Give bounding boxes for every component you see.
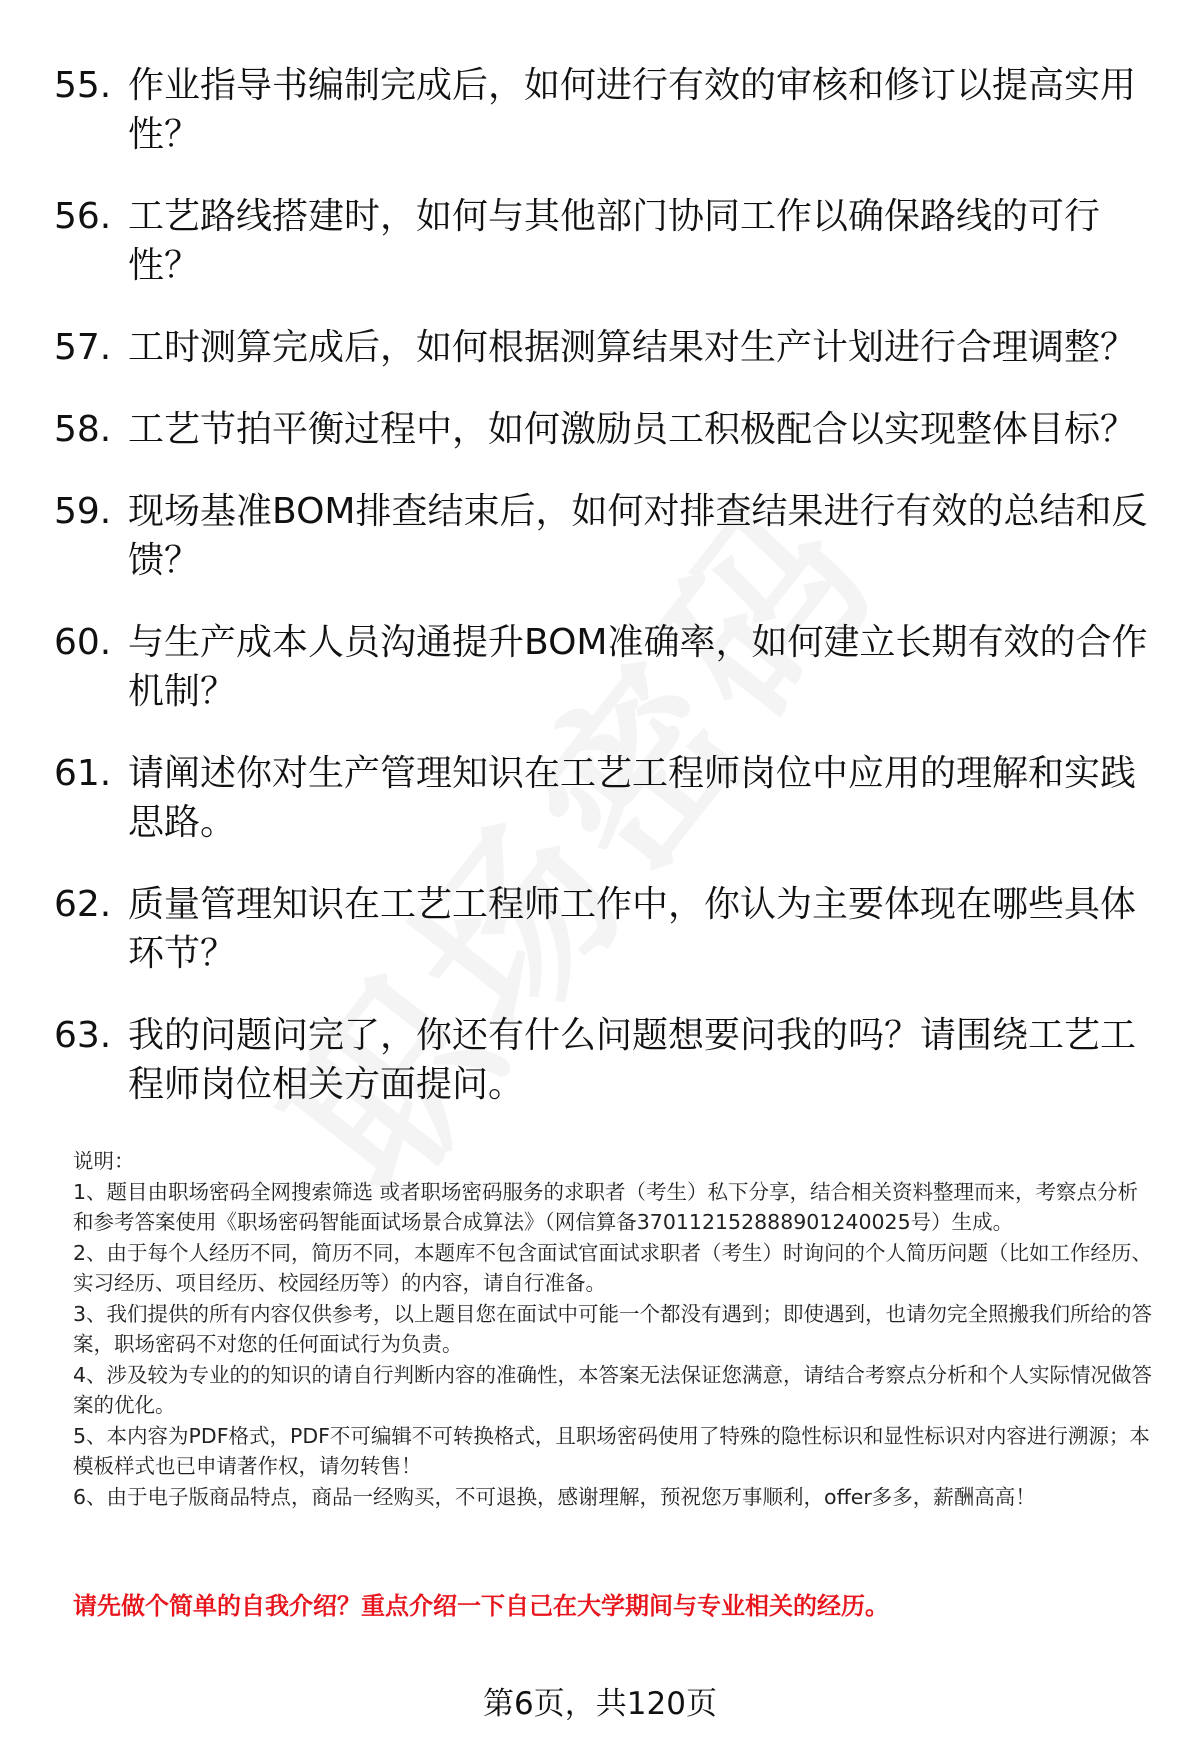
question-item [0, 618, 1200, 716]
note-item: 3、我们提供的所有内容仅供参考，以上题目您在面试中可能一个都没有遇到；即使遇到，也请勿完全照搬我们所给的答案，职场密码不对您的任何面试行为负责。 [73, 1301, 1153, 1356]
question-item [0, 61, 1200, 159]
question-item [0, 880, 1200, 978]
question-list [0, 61, 1200, 1142]
question-text: 工艺节拍平衡过程中，如何激励员工积极配合以实现整体目标？ [128, 409, 1137, 450]
notes-section [73, 1146, 1158, 1512]
page-number: 第6页，共120页 [483, 1686, 717, 1722]
question-number: 62. [54, 884, 112, 925]
question-text: 质量管理知识在工艺工程师工作中，你认为主要体现在哪些具体环节？ [128, 884, 1137, 974]
question-number: 55. [54, 65, 112, 106]
question-number: 60. [54, 622, 112, 663]
note-item: 6、由于电子版商品特点，商品一经购买，不可退换，感谢理解，预祝您万事顺利，offer多多，薪酬高高！ [73, 1484, 1036, 1509]
question-number: 58. [54, 409, 112, 450]
question-text: 与生产成本人员沟通提升BOM准确率，如何建立长期有效的合作机制？ [128, 622, 1148, 712]
question-number: 63. [54, 1015, 112, 1056]
question-number: 61. [54, 753, 112, 794]
question-text: 我的问题问完了，你还有什么问题想要问我的吗？请围绕工艺工程师岗位相关方面提问。 [128, 1015, 1137, 1105]
question-text: 请阐述你对生产管理知识在工艺工程师岗位中应用的理解和实践思路。 [128, 753, 1137, 843]
question-item [0, 487, 1200, 585]
question-text: 现场基准BOM排查结束后，如何对排查结果进行有效的总结和反馈？ [128, 491, 1148, 581]
question-item [0, 192, 1200, 290]
question-number: 56. [54, 196, 112, 237]
question-item [0, 749, 1200, 847]
notes-title: 说明： [73, 1149, 135, 1173]
question-text: 作业指导书编制完成后，如何进行有效的审核和修订以提高实用性？ [128, 65, 1137, 155]
question-item [0, 405, 1200, 454]
question-number: 57. [54, 327, 112, 368]
highlight-question: 请先做个简单的自我介绍？重点介绍一下自己在大学期间与专业相关的经历。 [73, 1592, 889, 1620]
question-number: 59. [54, 491, 112, 532]
question-text: 工艺路线搭建时，如何与其他部门协同工作以确保路线的可行性？ [128, 196, 1101, 286]
question-text: 工时测算完成后，如何根据测算结果对生产计划进行合理调整？ [128, 327, 1137, 368]
question-item [0, 1011, 1200, 1109]
note-item: 5、本内容为PDF格式，PDF不可编辑不可转换格式，且职场密码使用了特殊的隐性标识和显性标识对内容进行溯源；本模板样式也已申请著作权，请勿转售！ [73, 1423, 1150, 1478]
question-item [0, 323, 1200, 372]
note-item: 2、由于每个人经历不同，简历不同，本题库不包含面试官面试求职者（考生）时询问的个人简历问题（比如工作经历、实习经历、项目经历、校园经历等）的内容，请自行准备。 [73, 1240, 1153, 1295]
note-item: 1、题目由职场密码全网搜索筛选 或者职场密码服务的求职者（考生）私下分享，结合相关资料整理而来，考察点分析和参考答案使用《职场密码智能面试场景合成算法》（网信算备370112152888901240025号）生成。 [73, 1179, 1139, 1234]
note-item: 4、涉及较为专业的的知识的请自行判断内容的准确性，本答案无法保证您满意，请结合考察点分析和个人实际情况做答案的优化。 [73, 1362, 1153, 1417]
